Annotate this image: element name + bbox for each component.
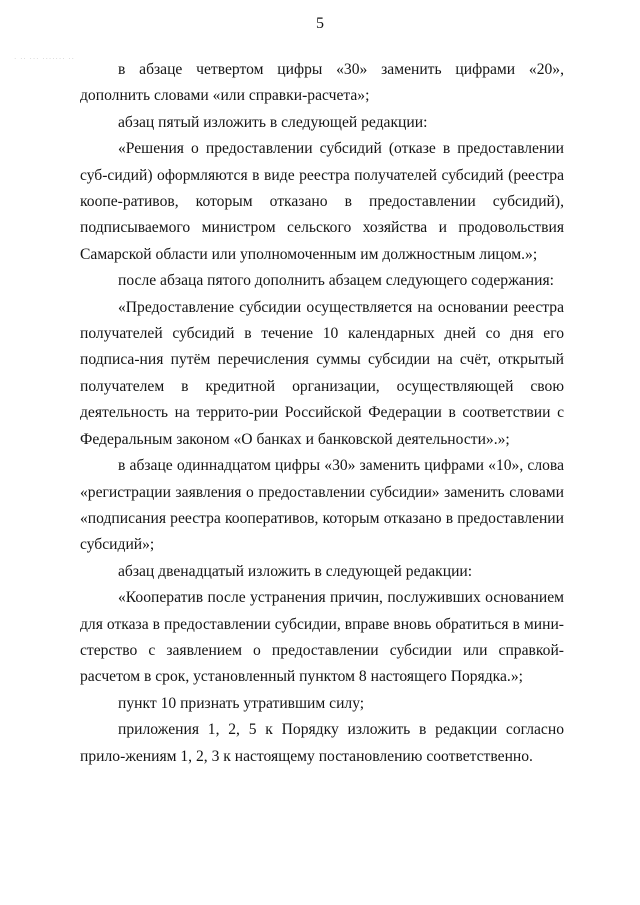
paragraph-1: в абзаце четвертом цифры «30» заменить цифрами «20», дополнить словами «или справки-расчета»; <box>80 61 564 105</box>
paragraph-5: «Предоставление субсидии осуществляется на основании реестра получателей субсидий в течение 10 календарных дней со дня его подписа-ния путём перечисления суммы субсидии на счёт, открытый получателем в кредитной организации, осуществляющей свою деятельность на террито-рии Российской Федерации в соответствии с Федеральным законом «О банках и банковской деятельности».»; <box>80 298 564 448</box>
paragraph-10: приложения 1, 2, 5 к Порядку изложить в редакции согласно прило-жениям 1, 2, 3 к настоящему постановлению соответственно. <box>80 721 564 765</box>
paragraph-8: «Кооператив после устранения причин, послуживших основанием для отказа в предоставлении субсидии, вправе вновь обратиться в мини-стерство с заявлением о предоставлении субсидии или справкой-расчетом в срок, установленный пунктом 8 настоящего Порядка.»; <box>80 589 564 686</box>
paragraph-4: после абзаца пятого дополнить абзацем следующего содержания: <box>118 272 554 290</box>
paragraph-6: в абзаце одиннадцатом цифры «30» заменить цифрами «10», слова «регистрации заявления о предоставлении субсидии» заменить словами «подписания реестра кооперативов, которым отказано в предоставлении субсидий»; <box>80 457 564 554</box>
paragraph-2: абзац пятый изложить в следующей редакции: <box>118 113 428 131</box>
paragraph-7: абзац двенадцатый изложить в следующей редакции: <box>118 562 473 580</box>
scan-mark: · ·· ··· ······· ·· <box>14 55 75 63</box>
document-body <box>80 57 564 770</box>
page-number: 5 <box>316 15 324 32</box>
paragraph-3: «Решения о предоставлении субсидий (отказе в предоставлении суб-сидий) оформляются в виде реестра получателей субсидий (реестра коопе-ративов, которым отказано в предоставлении субсидий), подписываемого министром сельского хозяйства и продовольствия Самарской области или уполномоченным им должностным лицом.»; <box>80 140 564 263</box>
paragraph-9: пункт 10 признать утратившим силу; <box>118 694 365 712</box>
